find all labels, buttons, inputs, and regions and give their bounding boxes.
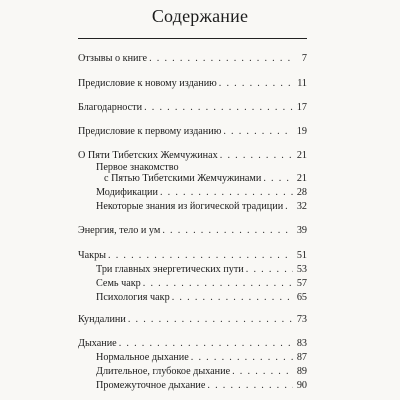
toc-leader-dots (191, 352, 293, 364)
toc-entry-page: 21 (296, 150, 307, 161)
toc-entry (78, 53, 307, 65)
toc-leader-dots (128, 314, 293, 326)
toc-subentry (96, 201, 307, 213)
toc-entry-page: 21 (296, 173, 307, 184)
toc-subentry-label: Первое знакомство (96, 162, 179, 173)
toc-entry-page: 11 (297, 78, 307, 89)
toc-entry (78, 225, 307, 237)
toc-entry (78, 250, 307, 262)
toc-subentry-label: Три главных энергетических пути (96, 264, 244, 275)
toc-leader-dots (263, 173, 293, 185)
toc-subentry (96, 380, 307, 392)
toc-entry-page: 19 (296, 126, 307, 137)
toc-leader-dots (219, 78, 293, 90)
toc-subentry (96, 366, 307, 378)
toc-leader-dots (285, 201, 293, 213)
toc-entry-page: 17 (296, 102, 307, 113)
toc-entry-page: 57 (296, 278, 307, 289)
toc-subentry (96, 187, 307, 199)
toc-entry (78, 126, 307, 138)
toc-entry-page: 39 (296, 225, 307, 236)
toc-entry-page: 65 (296, 292, 307, 303)
toc-entry-page: 90 (296, 380, 307, 391)
toc-subentry-label: Некоторые знания из йогической традиции (96, 201, 284, 212)
toc-entry-label: Отзывы о книге (78, 53, 148, 64)
toc-entry-page: 73 (296, 314, 307, 325)
toc-leader-dots (143, 278, 293, 290)
toc-subentry-label: Промежуточное дыхание (96, 380, 206, 391)
toc-subentry (96, 264, 307, 276)
toc-subentry-label: Семь чакр (96, 278, 141, 289)
toc-leader-dots (108, 250, 293, 262)
toc-leader-dots (160, 187, 293, 199)
toc-entry-label: Кундалини (78, 314, 126, 325)
toc-leader-dots (149, 53, 293, 65)
toc-subentry (96, 352, 307, 364)
toc-entry-label: Энергия, тело и ум (78, 225, 161, 236)
toc-entry-page: 28 (296, 187, 307, 198)
toc-subentry-label: Длительное, глубокое дыхание (96, 366, 231, 377)
toc-subentry-label: Психология чакр (96, 292, 170, 303)
toc-entry-label: Дыхание (78, 338, 117, 349)
toc-leader-dots (162, 225, 293, 237)
toc-leader-dots (172, 292, 293, 304)
toc-subentry-label: Нормальное дыхание (96, 352, 189, 363)
toc-entry-page: 89 (296, 366, 307, 377)
toc-leader-dots (246, 264, 293, 276)
toc-entry (78, 314, 307, 326)
toc-entry (78, 102, 307, 114)
toc-entry (78, 150, 307, 162)
toc-entry-label: Предисловие к новому изданию (78, 78, 217, 89)
toc-entry (78, 338, 307, 350)
toc-leader-dots (119, 338, 293, 350)
toc-leader-dots (207, 380, 293, 392)
toc-entry-label: Благодарности (78, 102, 143, 113)
page-title: Содержание (151, 6, 249, 26)
toc-entry (78, 78, 307, 90)
toc-entry-page: 32 (296, 201, 307, 212)
toc-entry-page: 7 (301, 53, 307, 64)
toc-leader-dots (223, 126, 293, 138)
toc-entry-label: О Пяти Тибетских Жемчужинах (78, 150, 218, 161)
toc-entry-page: 51 (296, 250, 307, 261)
toc-leader-dots (220, 150, 293, 162)
toc-entry-page: 87 (296, 352, 307, 363)
toc-leader-dots (144, 102, 293, 114)
toc-entry-page: 83 (296, 338, 307, 349)
toc-subentry-continuation: с Пятью Тибетскими Жемчужинами (104, 173, 262, 184)
toc-entry-page: 53 (296, 264, 307, 275)
toc-subentry (104, 173, 307, 185)
toc-subentry (96, 278, 307, 290)
toc-subentry (96, 292, 307, 304)
toc-entry-label: Предисловие к первому изданию (78, 126, 222, 137)
toc-subentry-label: Модификации (96, 187, 158, 198)
toc-entry-label: Чакры (78, 250, 107, 261)
toc-leader-dots (232, 366, 293, 378)
